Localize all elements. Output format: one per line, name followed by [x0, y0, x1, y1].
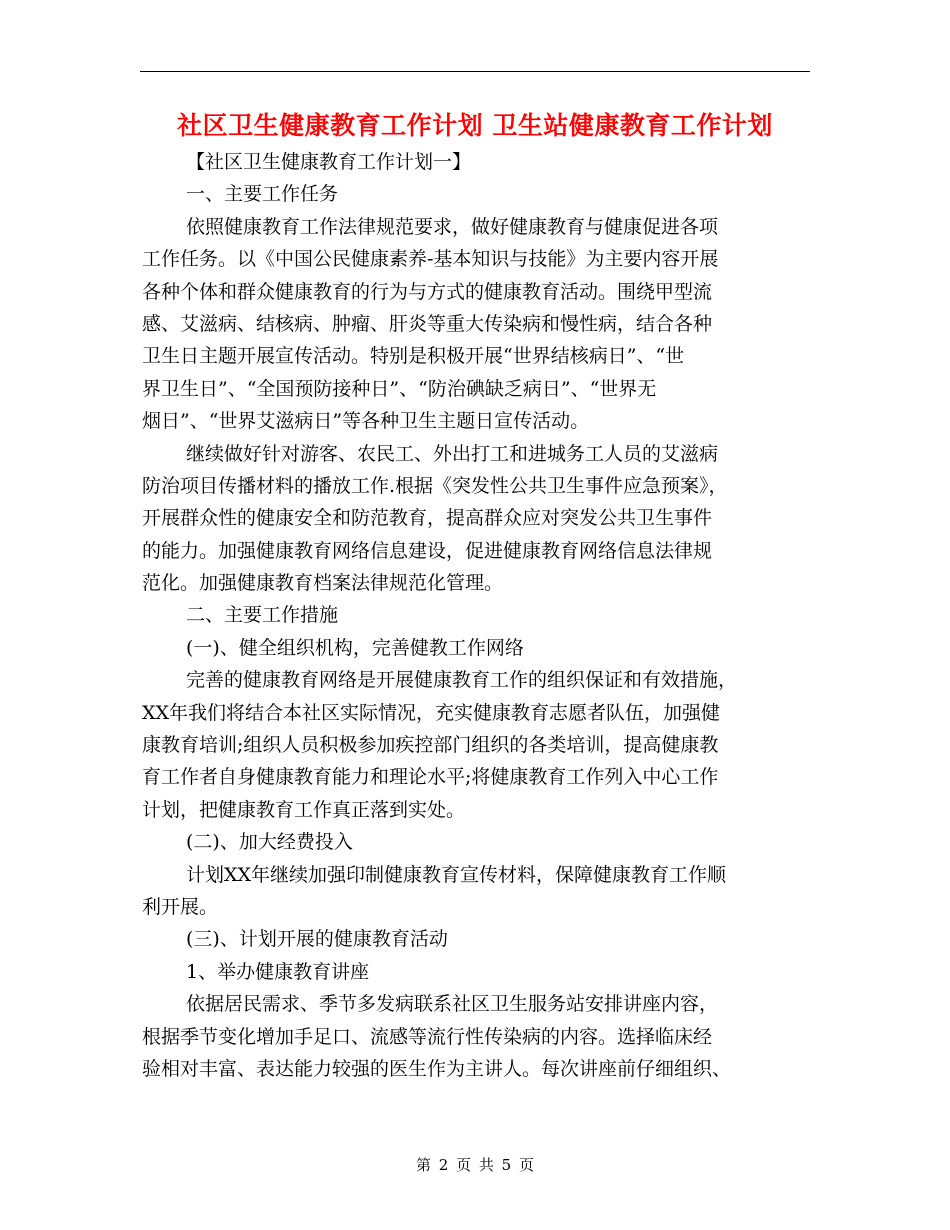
paragraph-line: 计划XX年继续加强印制健康教育宣传材料，保障健康教育工作顺 — [186, 863, 727, 886]
paragraph-line: 卫生日主题开展宣传活动。特别是积极开展“世界结核病日”、“世 — [142, 345, 685, 368]
paragraph-line: 完善的健康教育网络是开展健康教育工作的组织保证和有效措施， — [186, 669, 738, 692]
paragraph-line: 验相对丰富、表达能力较强的医生作为主讲人。每次讲座前仔细组织、 — [142, 1057, 732, 1080]
page-number: 第 2 页 共 5 页 — [416, 1156, 534, 1174]
paragraph-line: 依照健康教育工作法律规范要求，做好健康教育与健康促进各项 — [186, 215, 719, 238]
item-heading: 1、举办健康教育讲座 — [186, 960, 370, 983]
section-heading: 二、主要工作措施 — [186, 604, 339, 627]
section-heading: 【社区卫生健康教育工作计划一】 — [186, 151, 472, 173]
subsection-heading: (一)、健全组织机构，完善健教工作网络 — [186, 636, 524, 659]
paragraph-line: XX年我们将结合本社区实际情况，充实健康教育志愿者队伍，加强健 — [142, 701, 721, 724]
paragraph-line: 继续做好针对游客、农民工、外出打工和进城务工人员的艾滋病 — [186, 442, 719, 465]
subsection-heading: (二)、加大经费投入 — [186, 831, 353, 854]
paragraph-line: 感、艾滋病、结核病、肿瘤、肝炎等重大传染病和慢性病，结合各种 — [142, 312, 713, 335]
paragraph-line: 利开展。 — [142, 895, 219, 918]
paragraph-line: 界卫生日”、“全国预防接种日”、“防治碘缺乏病日”、“世界无 — [142, 377, 657, 400]
paragraph-line: 范化。加强健康教育档案法律规范化管理。 — [142, 572, 504, 595]
document-title: 社区卫生健康教育工作计划 卫生站健康教育工作计划 — [177, 111, 773, 140]
header-rule — [140, 71, 810, 72]
paragraph-line: 各种个体和群众健康教育的行为与方式的健康教育活动。围绕甲型流 — [142, 280, 713, 303]
paragraph-line: 开展群众性的健康安全和防范教育，提高群众应对突发公共卫生事件 — [142, 507, 713, 530]
paragraph-line: 工作任务。以《中国公民健康素养-基本知识与技能》为主要内容开展 — [142, 248, 719, 271]
paragraph-line: 防治项目传播材料的播放工作.根据《突发性公共卫生事件应急预案》， — [142, 474, 728, 497]
paragraph-line: 依据居民需求、季节多发病联系社区卫生服务站安排讲座内容， — [186, 993, 719, 1016]
section-heading: 一、主要工作任务 — [186, 183, 339, 206]
paragraph-line: 康教育培训;组织人员积极参加疾控部门组织的各类培训，提高健康教 — [142, 734, 719, 757]
paragraph-line: 烟日”、“世界艾滋病日”等各种卫生主题日宣传活动。 — [142, 410, 590, 433]
subsection-heading: (三)、计划开展的健康教育活动 — [186, 928, 448, 951]
paragraph-line: 的能力。加强健康教育网络信息建设，促进健康教育网络信息法律规 — [142, 539, 713, 562]
paragraph-line: 育工作者自身健康教育能力和理论水平;将健康教育工作列入中心工作 — [142, 766, 719, 789]
document-body — [142, 146, 808, 1085]
paragraph-line: 根据季节变化增加手足口、流感等流行性传染病的内容。选择临床经 — [142, 1025, 713, 1048]
paragraph-line: 计划，把健康教育工作真正落到实处。 — [142, 798, 466, 821]
